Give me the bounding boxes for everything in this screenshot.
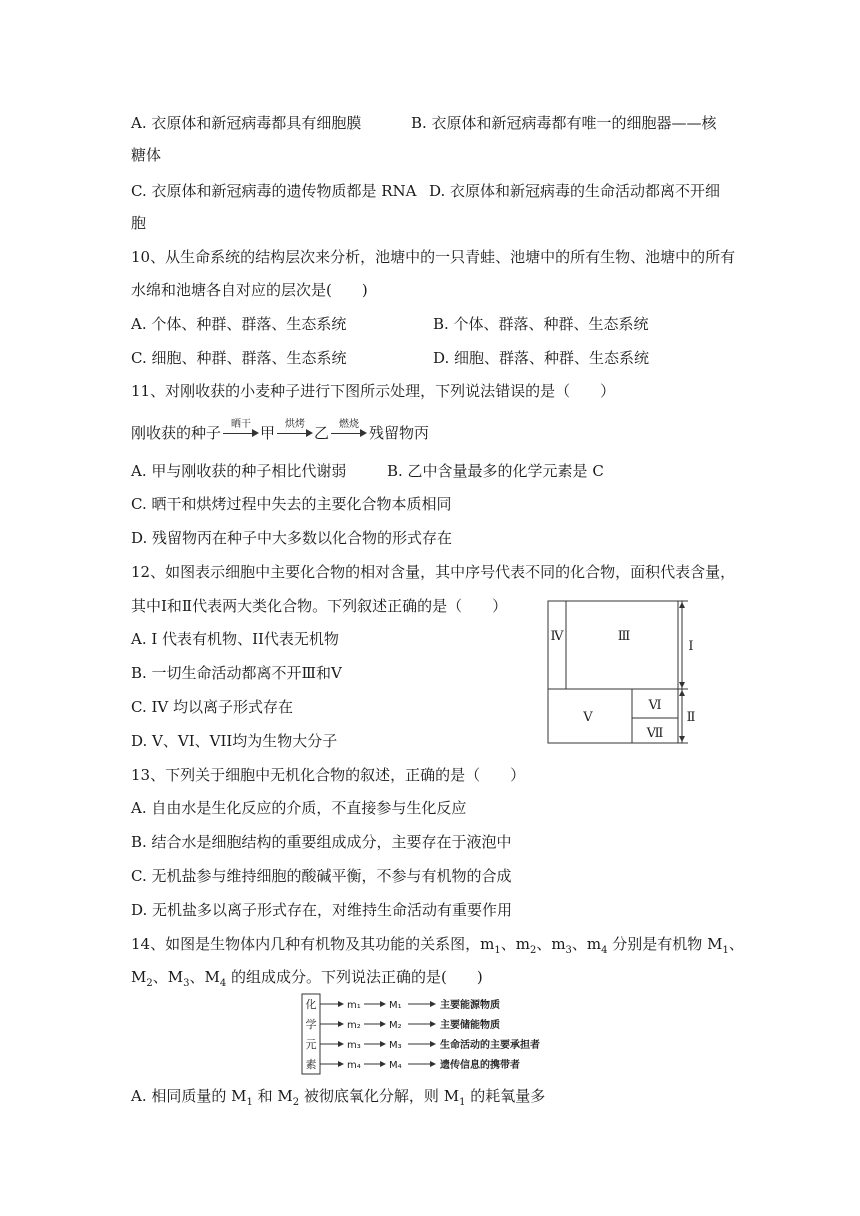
flow-node-2: 乙 — [314, 424, 330, 442]
q14-option-a: A. 相同质量的 $M_1$ 和 $M_2$ 被彻底氧化分解，则 $M_1$ 的耗氧量多 — [131, 1087, 546, 1108]
fig12-label-iii: Ⅲ — [617, 629, 631, 644]
fig14-arrow-m-1 — [364, 1001, 386, 1007]
q13-option-b: B. 结合水是细胞结构的重要组成成分，主要存在于液泡中 — [131, 833, 512, 851]
fig14-arrow-M-3 — [408, 1041, 436, 1047]
q12-stem-cont: 其中Ⅰ和Ⅱ代表两大类化合物。下列叙述正确的是（ ） — [131, 597, 508, 615]
q10-option-b: B. 个体、群落、种群、生态系统 — [433, 315, 649, 333]
fig14-M-label-3: M₃ — [389, 1040, 402, 1051]
q11-option-d: D. 残留物丙在种子中大多数以化合物的形式存在 — [131, 529, 453, 547]
fig14-M-label-1: M₁ — [389, 1000, 402, 1011]
q12-stem: 12、如图表示细胞中主要化合物的相对含量，其中序号代表不同的化合物，面积代表含量， — [131, 563, 736, 581]
fig14-function-4: 遗传信息的携带者 — [440, 1060, 520, 1071]
fig14-M-label-2: M₂ — [389, 1020, 402, 1031]
q11-flow-diagram — [131, 420, 461, 444]
q11-option-c: C. 晒干和烘烤过程中失去的主要化合物本质相同 — [131, 495, 452, 513]
q10-option-c: C. 细胞、种群、群落、生态系统 — [131, 349, 347, 367]
q14-stem: 14、如图是生物体内几种有机物及其功能的关系图，$m_1$、$m_2$、$m_3$、$m_4$ 分别是有机物 $M_1$、 — [131, 935, 744, 956]
q11-stem: 11、对刚收获的小麦种子进行下图所示处理，下列说法错误的是（ ） — [131, 382, 616, 400]
fig14-box-char-2: 学 — [305, 1018, 317, 1031]
fig14-m-label-4: m₄ — [347, 1060, 361, 1071]
flow-node-1: 甲 — [260, 424, 276, 442]
flow-arrow-1 — [223, 420, 259, 444]
q9-option-b-cont: 糖体 — [131, 146, 162, 164]
fig12-label-vii: Ⅶ — [646, 726, 664, 741]
fig14-m-label-3: m₃ — [347, 1040, 361, 1051]
flow-start: 刚收获的种子 — [131, 424, 222, 442]
flow-arrow-2 — [277, 420, 313, 444]
fig14-arrow-element-4 — [320, 1061, 344, 1067]
fig12-label-v: Ⅴ — [583, 710, 593, 725]
flow-end: 残留物丙 — [369, 424, 430, 442]
fig12-label-iv: Ⅳ — [550, 629, 564, 644]
fig14-arrow-element-1 — [320, 1001, 344, 1007]
fig14-box-char-4: 素 — [305, 1058, 317, 1071]
q13-option-c: C. 无机盐参与维持细胞的酸碱平衡，不参与有机物的合成 — [131, 867, 512, 885]
fig14-function-3: 生命活动的主要承担者 — [440, 1040, 540, 1051]
q11-option-b: B. 乙中含量最多的化学元素是 C — [387, 462, 604, 480]
q12-option-b: B. 一切生命活动都离不开Ⅲ和V — [131, 664, 342, 682]
q9-option-a: A. 衣原体和新冠病毒都具有细胞膜 — [131, 114, 362, 132]
q14-stem-cont: $M_2$、$M_3$、$M_4$ 的组成成分。下列说法正确的是( ) — [131, 968, 483, 989]
fig14-function-2: 主要储能物质 — [440, 1020, 500, 1031]
q12-compound-area-figure — [546, 598, 696, 746]
flow-arrow-3-label: 燃烧 — [339, 419, 359, 430]
fig14-arrow-element-3 — [320, 1041, 344, 1047]
fig12-label-i: Ⅰ — [688, 639, 694, 654]
q11-option-a: A. 甲与刚收获的种子相比代谢弱 — [131, 462, 347, 480]
q9-option-d: D. 衣原体和新冠病毒的生命活动都离不开细 — [429, 182, 721, 200]
fig14-M-label-4: M₄ — [389, 1060, 402, 1071]
fig14-function-1: 主要能源物质 — [440, 1000, 500, 1011]
fig14-box-char-3: 元 — [305, 1038, 317, 1051]
q9-option-b: B. 衣原体和新冠病毒都有唯一的细胞器——核 — [411, 114, 717, 132]
fig14-m-label-1: m₁ — [347, 1000, 361, 1011]
fig14-arrow-element-2 — [320, 1021, 344, 1027]
q12-option-c: C. IV 均以离子形式存在 — [131, 698, 294, 716]
q12-option-d: D. V、VI、VII均为生物大分子 — [131, 732, 338, 750]
q9-option-c: C. 衣原体和新冠病毒的遗传物质都是 RNA — [131, 182, 417, 200]
fig12-label-vi: Ⅵ — [648, 698, 662, 713]
q9-option-d-cont: 胞 — [131, 214, 147, 232]
fig14-arrow-M-2 — [408, 1021, 436, 1027]
q13-option-a: A. 自由水是生化反应的介质，不直接参与生化反应 — [131, 799, 467, 817]
q10-option-d: D. 细胞、群落、种群、生态系统 — [433, 349, 650, 367]
q10-option-a: A. 个体、种群、群落、生态系统 — [131, 315, 347, 333]
fig14-m-label-2: m₂ — [347, 1020, 361, 1031]
q13-stem: 13、下列关于细胞中无机化合物的叙述，正确的是（ ） — [131, 766, 526, 784]
q10-stem-cont: 水绵和池塘各自对应的层次是( ) — [131, 281, 368, 299]
q10-stem: 10、从生命系统的结构层次来分析，池塘中的一只青蛙、池塘中的所有生物、池塘中的所有 — [131, 248, 736, 266]
fig14-arrow-m-4 — [364, 1061, 386, 1067]
fig14-arrow-m-2 — [364, 1021, 386, 1027]
fig14-arrow-m-3 — [364, 1041, 386, 1047]
q13-option-d: D. 无机盐多以离子形式存在，对维持生命活动有重要作用 — [131, 901, 513, 919]
q14-organic-compound-figure — [300, 992, 562, 1076]
fig14-box-char-1: 化 — [305, 998, 317, 1011]
fig12-label-ii: Ⅱ — [686, 710, 696, 725]
flow-arrow-3 — [331, 420, 367, 444]
fig14-arrow-M-4 — [408, 1061, 436, 1067]
flow-arrow-2-label: 烘烤 — [285, 419, 305, 430]
q12-option-a: A. I 代表有机物、II代表无机物 — [131, 630, 339, 648]
fig14-arrow-M-1 — [408, 1001, 436, 1007]
flow-arrow-1-label: 晒干 — [231, 419, 251, 430]
